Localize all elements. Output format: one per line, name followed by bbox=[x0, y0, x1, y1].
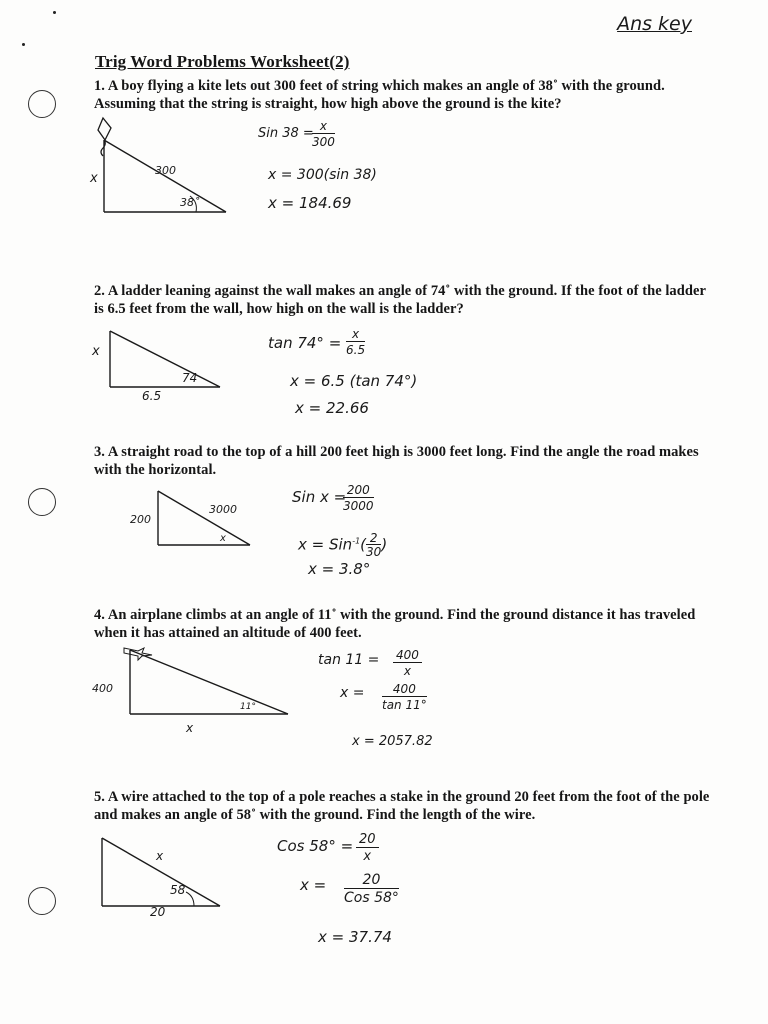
problem-1-angle-label: 38˚ bbox=[180, 196, 200, 209]
problem-4-angle-label: 11° bbox=[240, 702, 256, 712]
inverse-exponent: -1 bbox=[352, 536, 361, 546]
problem-2-side-label: x bbox=[92, 344, 100, 359]
problem-3-text: 3. A straight road to the top of a hill 200 feet high is 3000 feet long. Find the angle the road makes with the horizontal. bbox=[94, 444, 699, 478]
denominator: 300 bbox=[312, 135, 335, 149]
denominator: 6.5 bbox=[346, 343, 366, 357]
problem-1-answer: x = 184.69 bbox=[268, 194, 352, 212]
problem-3-eq-1-fraction bbox=[343, 484, 374, 512]
problem-2-eq-1-lhs: tan 74° = bbox=[268, 334, 342, 352]
problem-5-eq-1-lhs: Cos 58° = bbox=[277, 837, 354, 855]
problem-5-hyp-label: x bbox=[156, 849, 164, 863]
angle-arc bbox=[186, 892, 194, 906]
problem-4-base-label: x bbox=[186, 721, 194, 735]
problem-5-base-label: 20 bbox=[150, 905, 166, 919]
kite-icon bbox=[98, 118, 111, 140]
problem-5-diagram bbox=[96, 834, 226, 914]
problem-2-eq-2: x = 6.5 (tan 74°) bbox=[290, 372, 418, 390]
problem-1-eq-1-fraction bbox=[312, 120, 335, 148]
problem-3-eq-1-lhs: Sin x = bbox=[292, 488, 347, 506]
denominator: Cos 58° bbox=[344, 890, 399, 906]
scan-speck bbox=[53, 11, 56, 14]
problem-4-eq-1-fraction bbox=[393, 649, 422, 677]
problem-3-diagram bbox=[150, 487, 260, 552]
airplane-icon bbox=[124, 648, 152, 660]
problem-1-text: 1. A boy flying a kite lets out 300 feet of string which makes an angle of 38˚ with the ground. Assuming that the string is straight, how high above the ground is the kite? bbox=[94, 78, 665, 112]
problem-5-eq-2-lhs: x = bbox=[300, 876, 327, 894]
denominator: 3000 bbox=[343, 499, 374, 513]
problem-1-eq-1-lhs: Sin 38 = bbox=[258, 126, 314, 141]
problem-4-answer: x = 2057.82 bbox=[352, 734, 433, 749]
problem-1-eq-2: x = 300(sin 38) bbox=[268, 167, 377, 183]
numerator: 20 bbox=[344, 873, 399, 889]
problem-1-side-label: x bbox=[90, 171, 98, 186]
numerator: 200 bbox=[343, 484, 374, 498]
problem-5-eq-1-fraction bbox=[356, 833, 379, 863]
binder-hole-bottom bbox=[28, 887, 56, 915]
problem-1-hyp-label: 300 bbox=[155, 164, 176, 177]
numerator: x bbox=[346, 328, 365, 342]
problem-2-angle-label: 74 bbox=[182, 371, 198, 385]
problem-4-text: 4. An airplane climbs at an angle of 11˚ with the ground. Find the ground distance it has traveled when it has attained an altitude of 400 feet. bbox=[94, 607, 696, 641]
binder-hole-middle bbox=[28, 488, 56, 516]
problem-4-eq-1-lhs: tan 11 = bbox=[318, 652, 380, 668]
eq-2-fraction bbox=[366, 532, 381, 558]
problem-2-base-label: 6.5 bbox=[142, 389, 162, 403]
denominator: 30 bbox=[366, 545, 382, 559]
denominator: x bbox=[403, 664, 411, 678]
problem-4-eq-2-fraction bbox=[382, 683, 427, 711]
problem-2-text: 2. A ladder leaning against the wall makes an angle of 74˚ with the ground. If the foot of the ladder is 6.5 feet from the wall, how high on the wall is the ladder? bbox=[94, 283, 706, 317]
problem-3-answer: x = 3.8° bbox=[308, 560, 371, 578]
worksheet-title: Trig Word Problems Worksheet(2) bbox=[95, 52, 350, 71]
eq-2-lhs: x = Sin bbox=[298, 535, 353, 554]
binder-hole-top bbox=[28, 90, 56, 118]
answer-key-label: Ans key bbox=[617, 13, 692, 35]
numerator: 400 bbox=[382, 683, 427, 697]
numerator: x bbox=[312, 120, 335, 134]
problem-2-answer: x = 22.66 bbox=[295, 399, 369, 417]
problem-3-hyp-label: 3000 bbox=[209, 503, 237, 516]
problem-4-eq-2-lhs: x = bbox=[340, 685, 365, 701]
problem-2-eq-1-fraction bbox=[346, 328, 365, 356]
problem-5-text: 5. A wire attached to the top of a pole reaches a stake in the ground 20 feet from the foot of the pole and makes an angle of 58˚ with the ground. Find the length of the wire. bbox=[94, 789, 710, 823]
problem-5-answer: x = 37.74 bbox=[318, 928, 392, 946]
problem-5-angle-label: 58 bbox=[170, 883, 186, 897]
problem-4-diagram bbox=[118, 642, 293, 722]
scan-speck bbox=[22, 43, 25, 46]
triangle-hypotenuse bbox=[158, 491, 250, 545]
denominator: x bbox=[363, 849, 372, 864]
problem-3-eq-2: x = Sin$^{-1}$( $\frac{2}{30}$ ) bbox=[298, 531, 388, 559]
numerator: 20 bbox=[356, 833, 379, 848]
triangle-hypotenuse bbox=[110, 331, 220, 387]
problem-3-side-label: 200 bbox=[130, 513, 151, 526]
denominator: tan 11° bbox=[382, 698, 427, 712]
problem-5-eq-2-fraction bbox=[344, 873, 399, 905]
problem-2-diagram bbox=[100, 325, 230, 395]
numerator: 400 bbox=[393, 649, 422, 663]
problem-3-angle-label: x bbox=[220, 533, 226, 544]
triangle-hypotenuse bbox=[130, 650, 288, 714]
numerator: 2 bbox=[366, 532, 381, 545]
problem-4-side-label: 400 bbox=[92, 682, 113, 695]
